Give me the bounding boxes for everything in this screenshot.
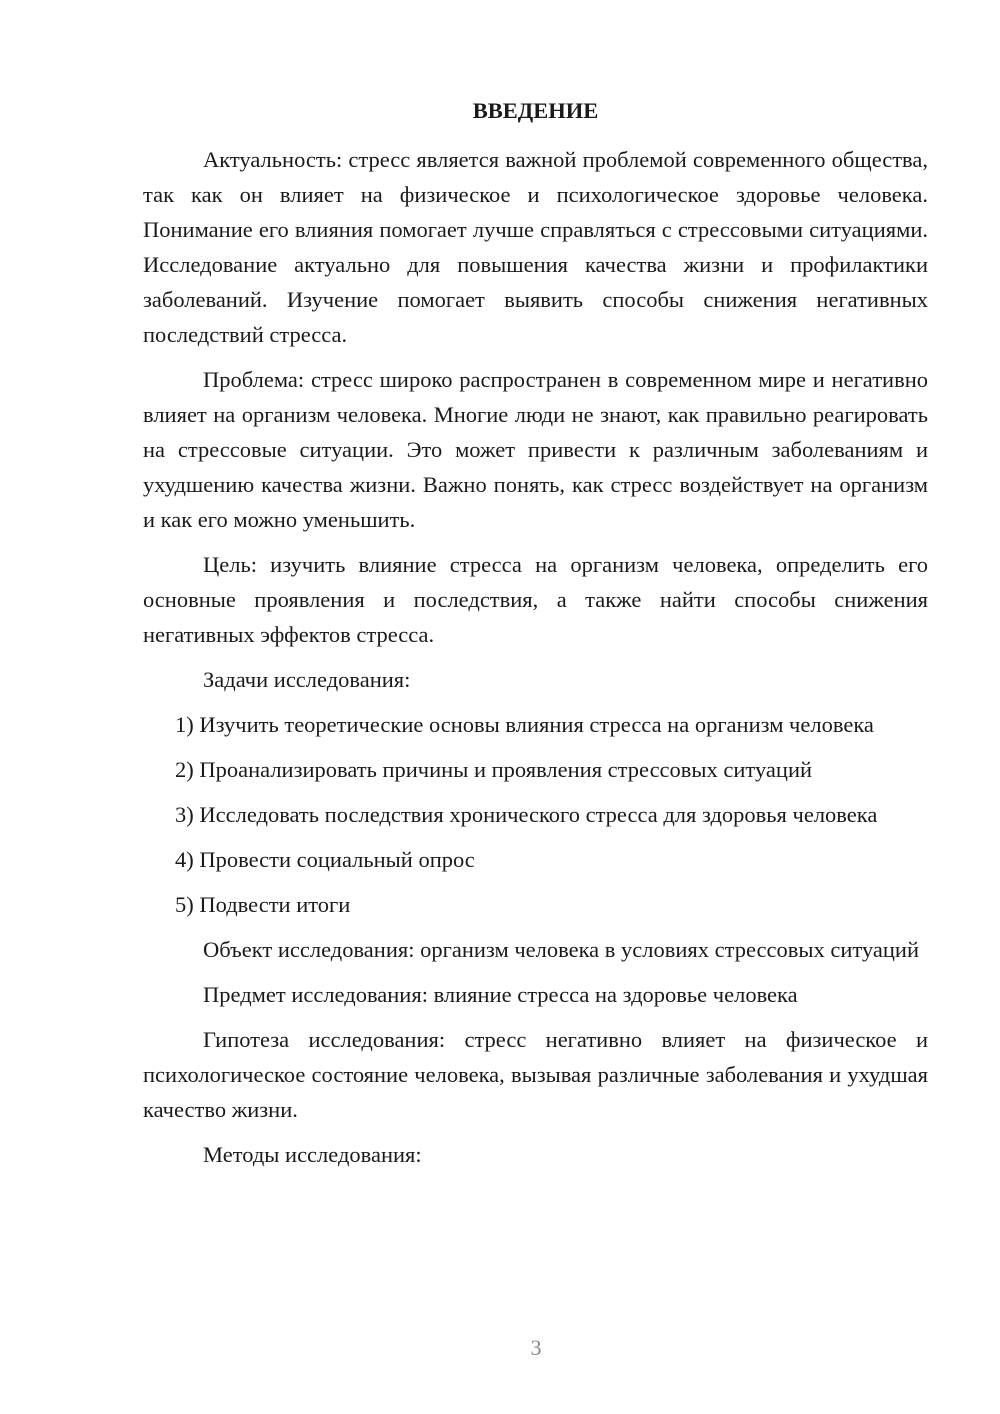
paragraph-object: Объект исследования: организм человека в условиях стрессовых ситуаций: [203, 937, 920, 962]
tasks-list: [143, 707, 928, 922]
paragraph-problem: Проблема: стресс широко распространен в современном мире и негативно влияет на организм человека. Многие люди не знают, как правильно реагировать на стрессовые ситуации. Это может привести к различным заболеваниям и ухудшению качества жизни. Важно понять, как стресс воздействует на организм и как его можно уменьшить.: [143, 367, 928, 532]
page-number: 3: [530, 1335, 542, 1360]
list-item: 1) Изучить теоретические основы влияния стресса на организм человека: [175, 712, 874, 737]
list-item: 3) Исследовать последствия хронического стресса для здоровья человека: [175, 802, 878, 827]
list-item: 4) Провести социальный опрос: [175, 847, 475, 872]
page-content: [143, 96, 928, 1182]
paragraph-subject: Предмет исследования: влияние стресса на здоровье человека: [203, 982, 798, 1007]
page-title: ВВЕДЕНИЕ: [472, 98, 599, 123]
tasks-heading: Задачи исследования:: [203, 667, 411, 692]
paragraph-hypothesis: Гипотеза исследования: стресс негативно влияет на физическое и психологическое состояние человека, вызывая различные заболевания и ухудшая качество жизни.: [143, 1027, 928, 1122]
list-item: 2) Проанализировать причины и проявления стрессовых ситуаций: [175, 757, 813, 782]
paragraph-relevance: Актуальность: стресс является важной проблемой современного общества, так как он влияет на физическое и психологическое здоровье человека. Понимание его влияния помогает лучше справляться с стрессовыми ситуациями. Исследование актуально для повышения качества жизни и профилактики заболеваний. Изучение помогает выявить способы снижения негативных последствий стресса.: [143, 147, 928, 347]
list-item: 5) Подвести итоги: [175, 892, 351, 917]
methods-heading: Методы исследования:: [203, 1142, 422, 1167]
paragraph-goal: Цель: изучить влияние стресса на организм человека, определить его основные проявления и последствия, а также найти способы снижения негативных эффектов стресса.: [143, 552, 928, 647]
